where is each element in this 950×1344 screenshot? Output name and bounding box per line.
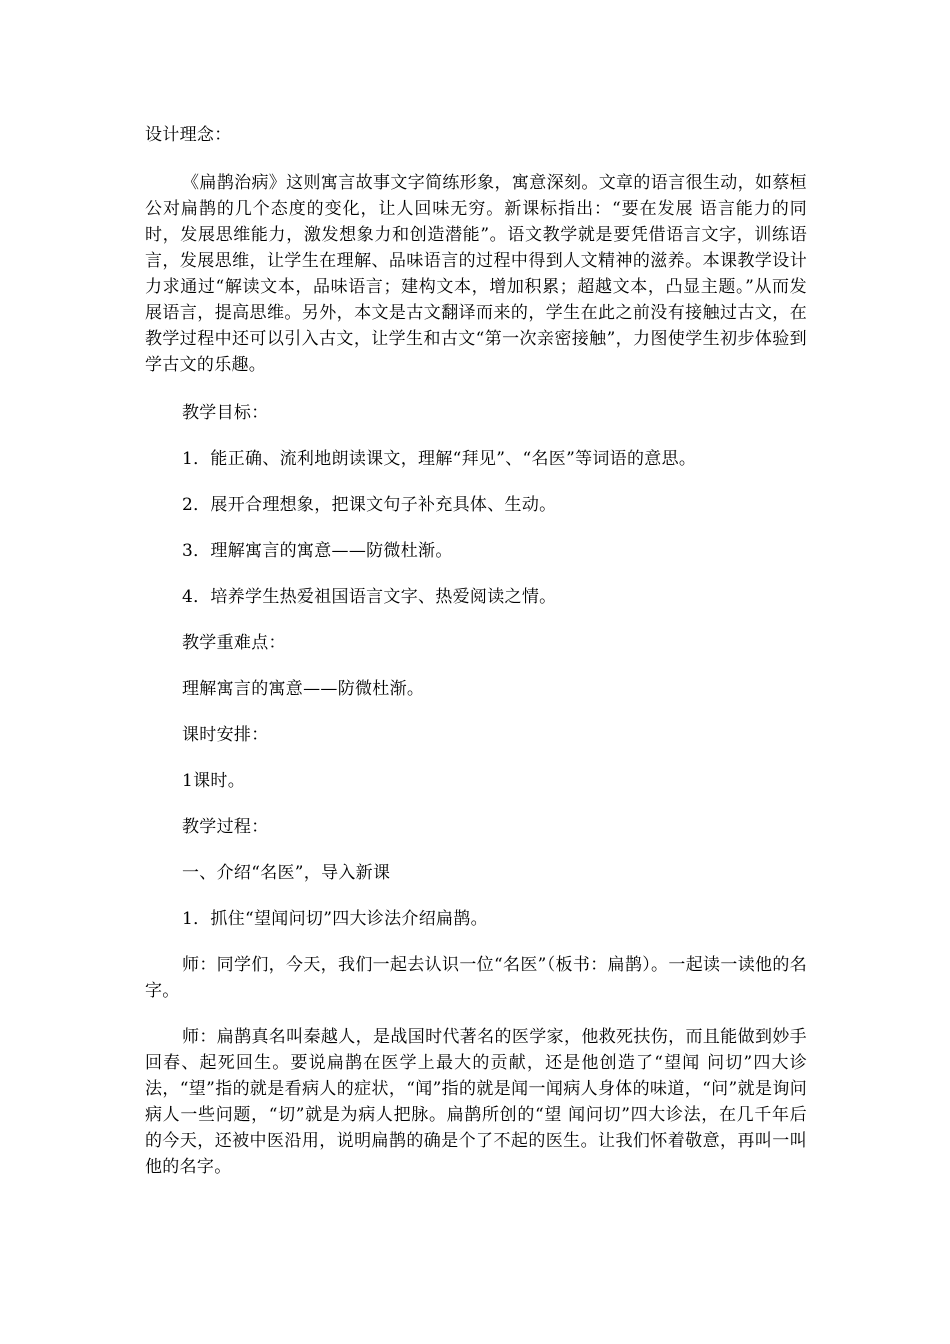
schedule-text: 1课时。 bbox=[182, 771, 246, 791]
design-concept-paragraph: 《扁鹊治病》这则寓言故事文字简练形象，寓意深刻。文章的语言很生动，如蔡桓公对扁鹊的几个态度的变化，让人回味无穷。新课标指出：“要在发展 语言能力的同时，发展思维能力，激发想象力和创造潜能”。语文教学就是要凭借语言文字，训练语言，发展思维，让学生在理解、品味语言的过程中得到人文精神的滋养。本课教学设计力求通过“解读文本，品味语言；建构文本，增加积累；超越文本，凸显主题。”从而发展语言，提高思维。另外，本文是古文翻译而来的，学生在此之前没有接触过古文，在教学过程中还可以引入古文，让学生和古文“第一次亲密接触”，力图使学生初步体验到学古文的乐趣。 bbox=[145, 173, 807, 375]
teaching-process-heading: 教学过程： bbox=[182, 817, 269, 837]
teacher-line-paragraph: 师：同学们，今天，我们一起去认识一位“名医”（板书：扁鹊）。一起读一读他的名字。 bbox=[145, 955, 807, 1001]
design-concept-heading: 设计理念： bbox=[145, 125, 232, 145]
teaching-goal-item: 1．能正确、流利地朗读课文，理解“拜见”、“名医”等词语的意思。 bbox=[182, 449, 697, 469]
section-one-heading: 一、介绍“名医”，导入新课 bbox=[182, 863, 391, 883]
teaching-goal-item: 3．理解寓言的寓意——防微杜渐。 bbox=[182, 541, 453, 561]
schedule-heading: 课时安排： bbox=[182, 725, 269, 745]
document-body bbox=[145, 122, 807, 1180]
key-points-heading: 教学重难点： bbox=[182, 633, 286, 653]
key-points-text: 理解寓言的寓意——防微杜渐。 bbox=[182, 679, 425, 699]
step-one-text: 1．抓住“望闻问切”四大诊法介绍扁鹊。 bbox=[182, 909, 488, 929]
teaching-goals-heading: 教学目标： bbox=[182, 403, 269, 423]
teaching-goal-item: 4．培养学生热爱祖国语言文字、热爱阅读之情。 bbox=[182, 587, 557, 607]
teaching-goal-item: 2．展开合理想象，把课文句子补充具体、生动。 bbox=[182, 495, 557, 515]
teacher-line-paragraph: 师：扁鹊真名叫秦越人，是战国时代著名的医学家，他救死扶伤，而且能做到妙手回春、起死回生。要说扁鹊在医学上最大的贡献，还是他创造了“望闻 问切”四大诊法，“望”指的就是看病人的症状，“闻”指的就是闻一闻病人身体的味道，“问”就是询问病人一些问题，“切”就是为病人把脉。扁鹊所创的“望 闻问切”四大诊法，在几千年后的今天，还被中医沿用，说明扁鹊的确是个了不起的医生。让我们怀着敬意，再叫一叫他的名字。 bbox=[145, 1027, 807, 1177]
